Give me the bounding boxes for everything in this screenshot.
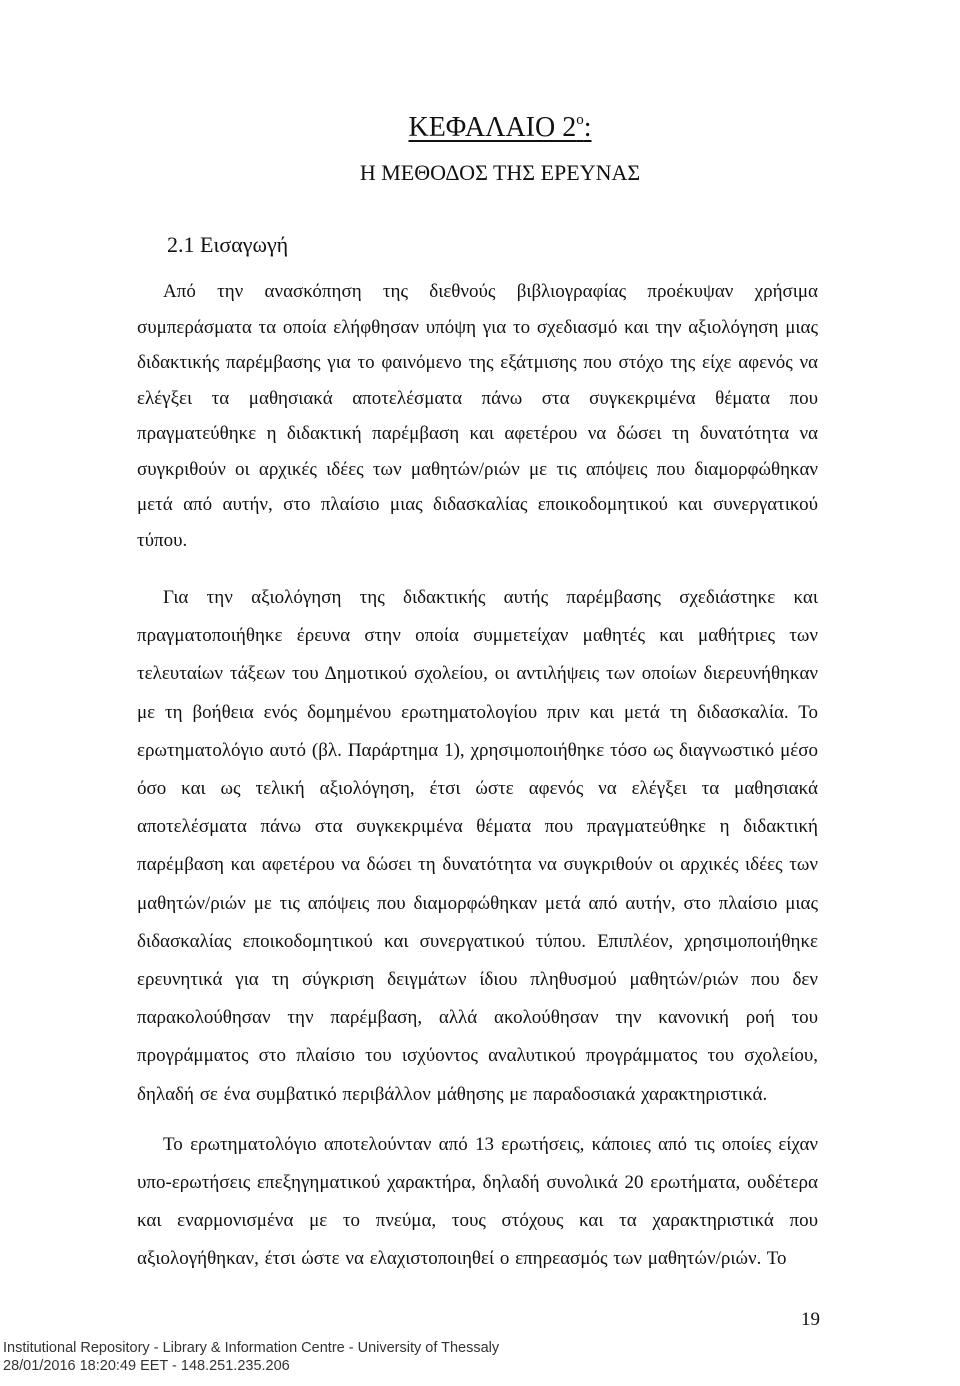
access-timestamp-footer: 28/01/2016 18:20:49 EET - 148.251.235.206	[3, 1358, 290, 1374]
paragraph-questionnaire: Το ερωτηματολόγιο αποτελούνταν από 13 ερωτήσεις, κάποιες από τις οποίες είχαν υπο-ερωτήσεις επεξηγηματικού χαρακτήρα, δηλαδή συνολικά 20 ερωτήματα, ουδέτερα και εναρμονισμένα με το πνεύμα, τους στόχους και τα χαρακτηριστικά που αξιολογήθηκαν, έτσι ώστε να ελαχιστοποιηθεί ο επηρεασμός των μαθητών/ριών. Το	[137, 1134, 818, 1269]
chapter-subtitle: Η ΜΕΘΟΔΟΣ ΤΗΣ ΕΡΕΥΝΑΣ	[359, 160, 641, 185]
section-heading: 2.1 Εισαγωγή	[167, 232, 289, 257]
paragraph-evaluation: Για την αξιολόγηση της διδακτικής αυτής παρέμβασης σχεδιάστηκε και πραγματοποιήθηκε έρευνα στην οποία συμμετείχαν μαθητές και μαθήτριες των τελευταίων τάξεων του Δημοτικού σχολείου, οι αντιλήψεις των οποίων διερευνήθηκαν με τη βοήθεια ενός δομημένου ερωτηματολογίου πριν και μετά τη διδασκαλία. Το ερωτηματολόγιο αυτό (βλ. Παράρτημα 1), χρησιμοποιήθηκε τόσο ως διαγνωστικό μέσο όσο και ως τελική αξιολόγηση, έτσι ώστε αφενός να ελέγξει τα μαθησιακά αποτελέσματα πάνω στα συγκεκριμένα θέματα που πραγματεύθηκε η διδακτική παρέμβαση και αφετέρου να δώσει τη δυνατότητα να συγκριθούν οι αρχικές ιδέες των μαθητών/ριών με τις απόψεις που διαμορφώθηκαν μετά από αυτήν, στο πλαίσιο μιας διδασκαλίας εποικοδομητικού και συνεργατικού τύπου. Επιπλέον, χρησιμοποιήθηκε ερευνητικά για τη σύγκριση δειγμάτων ίδιου πληθυσμού μαθητών/ριών που δεν παρακολούθησαν την παρέμβαση, αλλά ακολούθησαν την κανονική ροή του προγράμματος στο πλαίσιο του ισχύοντος αναλυτικού προγράμματος του σχολείου, δηλαδή σε ένα συμβατικό περιβάλλον μάθησης με παραδοσιακά χαρακτηριστικά.	[137, 587, 818, 1105]
chapter-number-superscript: ο	[576, 112, 584, 128]
paragraph-introduction: Από την ανασκόπηση της διεθνούς βιβλιογραφίας προέκυψαν χρήσιμα συμπεράσματα τα οποία ελήφθησαν υπόψη για το σχεδιασμό και την αξιολόγηση μιας διδακτικής παρέμβασης για το φαινόμενο της εξάτμισης που στόχο της είχε αφενός να ελέγξει τα μαθησιακά αποτελέσματα πάνω στα συγκεκριμένα θέματα που πραγματεύθηκε η διδακτική παρέμβαση και αφετέρου να δώσει τη δυνατότητα να συγκριθούν οι αρχικές ιδέες των μαθητών/ριών με τις απόψεις που διαμορφώθηκαν μετά από αυτήν, στο πλαίσιο μιας διδασκαλίας εποικοδομητικού και συνεργατικού τύπου.	[137, 281, 818, 551]
chapter-title-text: ΚΕΦΑΛΑΙΟ 2	[408, 112, 577, 143]
chapter-title	[0, 112, 960, 144]
page-number: 19	[801, 1309, 820, 1330]
repository-footer: Institutional Repository - Library & Information Centre - University of Thessaly	[3, 1340, 500, 1356]
chapter-title-colon: :	[583, 112, 592, 143]
